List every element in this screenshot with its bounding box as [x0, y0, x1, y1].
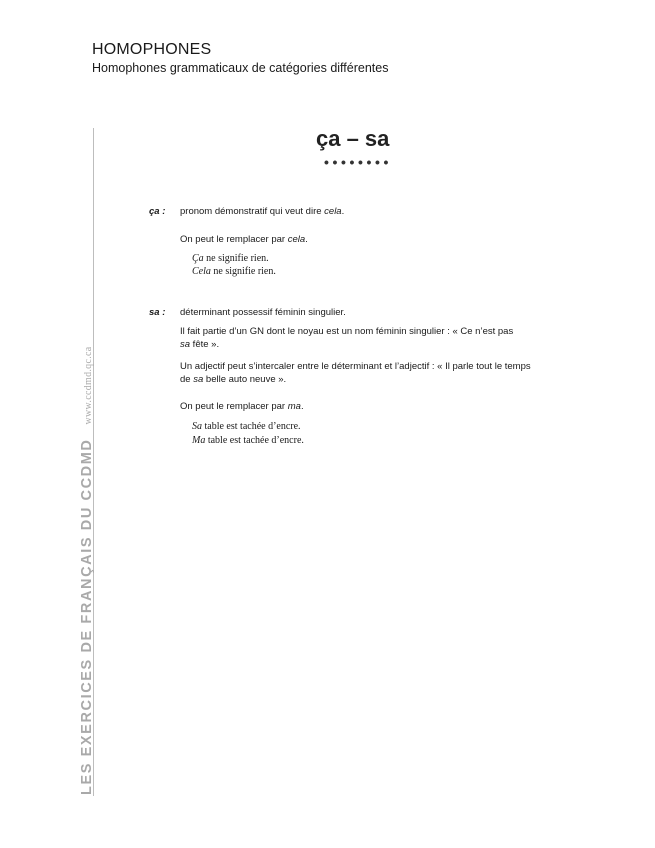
website-link[interactable]: www.ccdmd.qc.ca — [83, 346, 94, 425]
sa-adjective-rule: Un adjectif peut s’intercaler entre le déterminant et l’adjectif : « Il parle tout le temps de sa belle auto neuve ». — [180, 361, 531, 385]
ca-example-2: Cela ne signifie rien. — [192, 266, 276, 277]
sa-replace-rule: On peut le remplacer par ma. — [180, 401, 304, 412]
header-title: HOMOPHONES — [92, 41, 212, 58]
term-sa: sa : — [149, 307, 166, 318]
sa-gn-rule: Il fait partie d’un GN dont le noyau est un nom féminin singulier : « Ce n’est pas sa fête ». — [180, 326, 514, 350]
ca-replace-rule: On peut le remplacer par cela. — [180, 234, 308, 245]
page-header — [92, 40, 388, 76]
ca-definition: pronom démonstratif qui veut dire cela. — [180, 206, 345, 217]
title-dots: •••••••• — [324, 154, 393, 170]
sa-example-1: Sa table est tachée d’encre. — [192, 421, 301, 432]
term-ca: ça : — [149, 206, 166, 217]
sa-definition: déterminant possessif féminin singulier. — [180, 307, 346, 318]
page-title: ça – sa — [316, 126, 390, 151]
header-subtitle: Homophones grammaticaux de catégories différentes — [92, 61, 389, 75]
ca-example-1: Ça ne signifie rien. — [192, 253, 269, 264]
collection-name: LES EXERCICES DE FRANÇAIS DU CCDMD — [79, 438, 95, 795]
sa-example-2: Ma table est tachée d’encre. — [192, 435, 304, 446]
sidebar-vertical-text — [78, 346, 96, 795]
